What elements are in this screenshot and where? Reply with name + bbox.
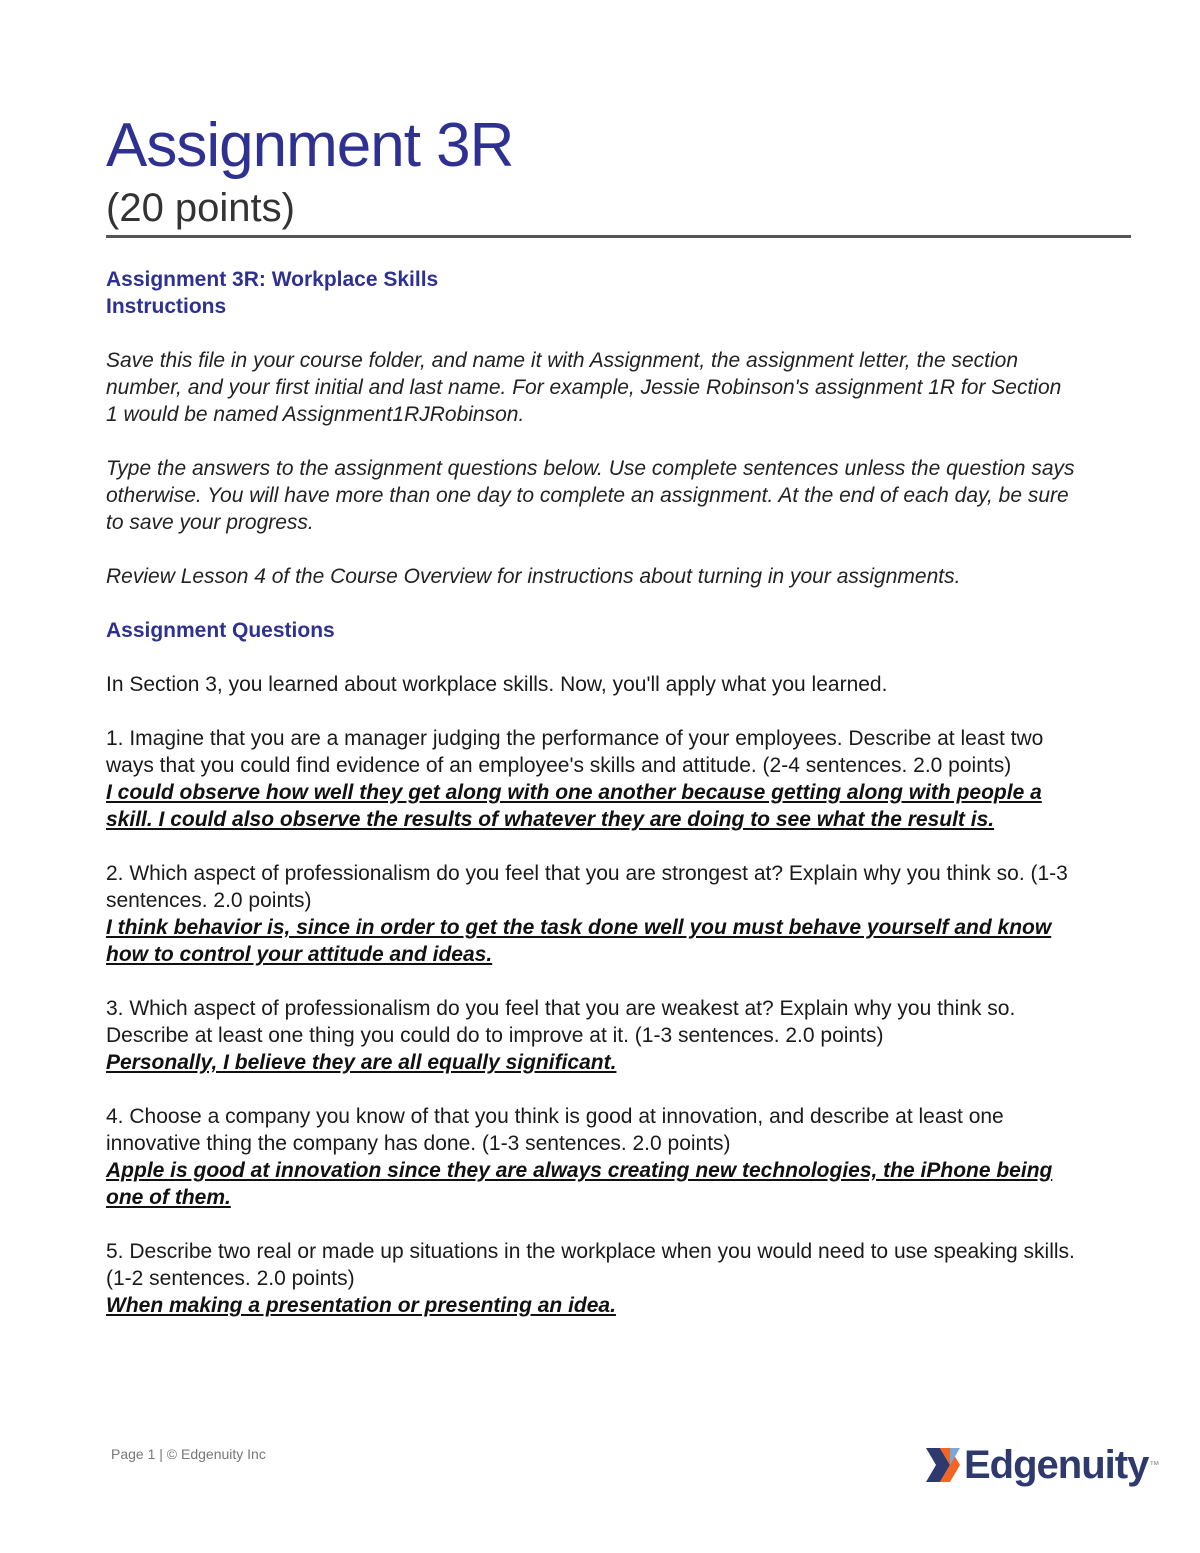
answer-text[interactable]: Apple is good at innovation since they are always creating new technologies, the iPhone being one of them. [106, 1159, 1053, 1209]
questions-heading: Assignment Questions [106, 619, 335, 642]
answer-text[interactable]: I think behavior is, since in order to get the task done well you must behave yourself and know how to control your attitude and ideas. [106, 916, 1052, 966]
answer-text[interactable]: Personally, I believe they are all equally significant. [106, 1051, 617, 1074]
question-text: 2. Which aspect of professionalism do you feel that you are strongest at? Explain why you think so. (1-3 sentences. 2.0 points) [106, 862, 1068, 912]
logo-wordmark: Edgenuity [964, 1442, 1149, 1487]
edgenuity-x-logo-icon [920, 1442, 966, 1488]
trademark-symbol: ™ [1149, 1459, 1160, 1471]
instruction-paragraph: Type the answers to the assignment questions below. Use complete sentences unless the question says otherwise. You will have more than one day to complete an assignment. At the end of each day, be sure to save your progress. [106, 457, 1075, 534]
instruction-paragraph: Review Lesson 4 of the Course Overview for instructions about turning in your assignments. [106, 565, 961, 588]
question-text: 3. Which aspect of professionalism do you feel that you are weakest at? Explain why you think so. Describe at least one thing you could do to improve at it. (1-3 sentences. 2.0 points) [106, 997, 1016, 1047]
question-text: 1. Imagine that you are a manager judging the performance of your employees. Describe at least two ways that you could find evidence of an employee's skills and attitude. (2-4 sentences. 2.0 points) [106, 727, 1044, 777]
title-divider [106, 235, 1131, 238]
page-footer: Page 1 | © Edgenuity Inc [111, 1446, 266, 1462]
answer-text[interactable]: I could observe how well they get along with one another because getting along with people a skill. I could also observe the results of whatever they are doing to see what the result is. [106, 781, 1042, 831]
instructions-heading: Assignment 3R: Workplace Skills [106, 268, 439, 291]
question-text: 5. Describe two real or made up situations in the workplace when you would need to use speaking skills. (1-2 sentences. 2.0 points) [106, 1240, 1075, 1290]
points-subtitle: (20 points) [106, 186, 295, 230]
answer-text[interactable]: When making a presentation or presenting an idea. [106, 1294, 616, 1317]
instruction-paragraph: Save this file in your course folder, and name it with Assignment, the assignment letter, the section number, and your first initial and last name. For example, Jessie Robinson's assignment 1R for Section 1 would be named Assignment1RJRobinson. [106, 349, 1062, 426]
questions-intro: In Section 3, you learned about workplace skills. Now, you'll apply what you learned. [106, 673, 888, 696]
edgenuity-logo [920, 1440, 1159, 1490]
document-body [106, 266, 1076, 1319]
question-text: 4. Choose a company you know of that you think is good at innovation, and describe at least one innovative thing the company has done. (1-3 sentences. 2.0 points) [106, 1105, 1004, 1155]
instructions-subheading: Instructions [106, 295, 227, 318]
page-title: Assignment 3R [106, 111, 514, 180]
